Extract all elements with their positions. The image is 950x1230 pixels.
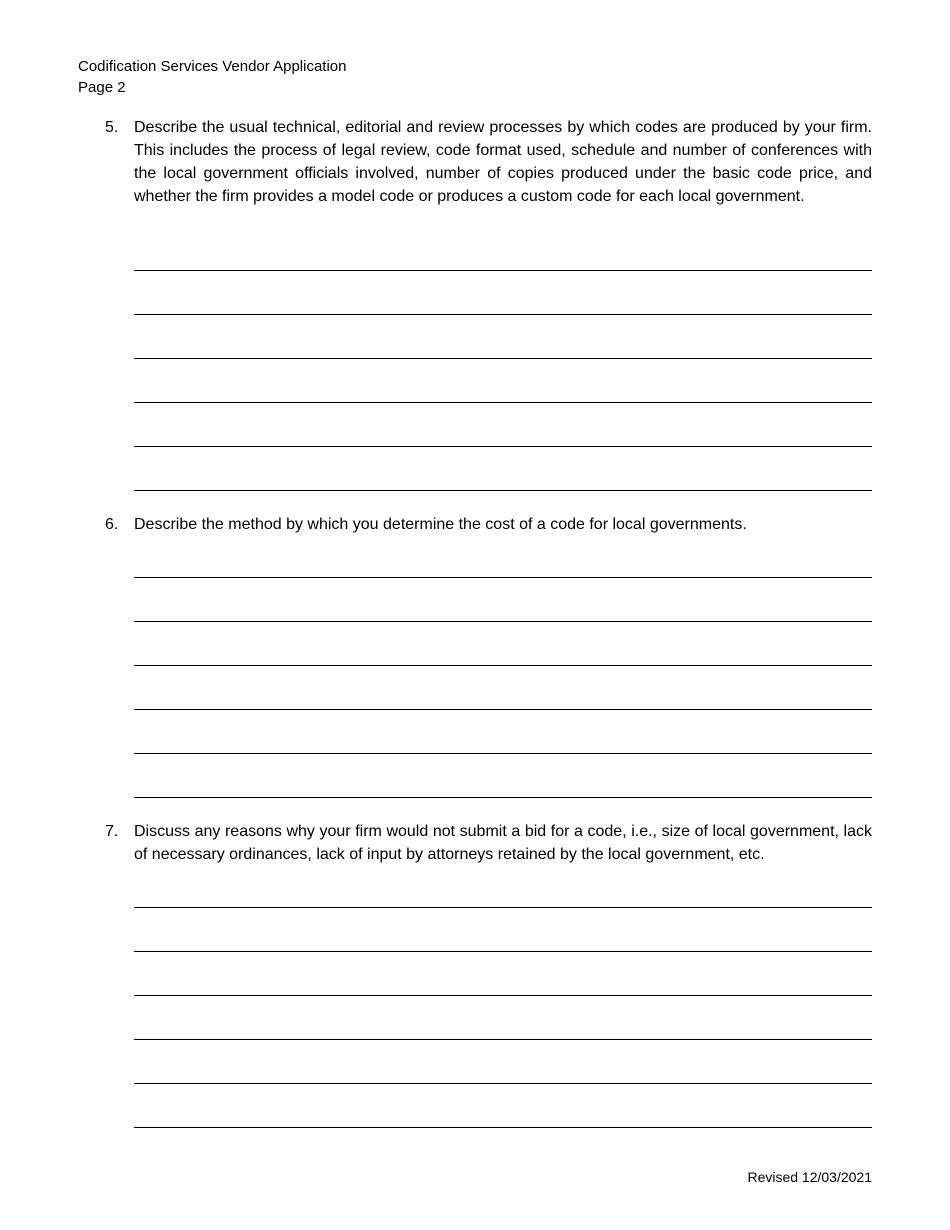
answer-line-q5-4[interactable] (134, 402, 872, 403)
answer-line-q5-5[interactable] (134, 446, 872, 447)
answer-line-q6-3[interactable] (134, 665, 872, 666)
answer-line-q7-3[interactable] (134, 995, 872, 996)
question-5 (105, 116, 872, 208)
page-number: Page 2 (78, 79, 126, 96)
answer-line-q5-3[interactable] (134, 358, 872, 359)
answer-line-q7-4[interactable] (134, 1039, 872, 1040)
answer-line-q6-6[interactable] (134, 797, 872, 798)
page-header (78, 56, 347, 98)
question-6 (105, 513, 872, 536)
answer-line-q6-2[interactable] (134, 621, 872, 622)
revision-date: Revised 12/03/2021 (747, 1169, 872, 1185)
answer-line-q7-6[interactable] (134, 1127, 872, 1128)
question-7 (105, 820, 872, 866)
answer-line-q6-4[interactable] (134, 709, 872, 710)
question-number: 7. (105, 823, 119, 840)
question-number: 5. (105, 119, 119, 136)
answer-line-q5-2[interactable] (134, 314, 872, 315)
question-text: Discuss any reasons why your firm would not submit a bid for a code, i.e., size of local government, lack of necessary ordinances, lack of input by attorneys retained by the local government, etc. (134, 823, 872, 863)
answer-line-q7-5[interactable] (134, 1083, 872, 1084)
document-title: Codification Services Vendor Application (78, 58, 347, 75)
question-text: Describe the usual technical, editorial and review processes by which codes are produced by your firm. This includes the process of legal review, code format used, schedule and number of conferences with the local government officials involved, number of copies produced under the basic code price, and whether the firm provides a model code or produces a custom code for each local government. (134, 119, 872, 205)
question-number: 6. (105, 516, 119, 533)
question-text: Describe the method by which you determine the cost of a code for local governments. (134, 516, 747, 533)
answer-line-q7-2[interactable] (134, 951, 872, 952)
answer-line-q5-1[interactable] (134, 270, 872, 271)
answer-line-q5-6[interactable] (134, 490, 872, 491)
answer-line-q7-1[interactable] (134, 907, 872, 908)
answer-line-q6-5[interactable] (134, 753, 872, 754)
answer-line-q6-1[interactable] (134, 577, 872, 578)
